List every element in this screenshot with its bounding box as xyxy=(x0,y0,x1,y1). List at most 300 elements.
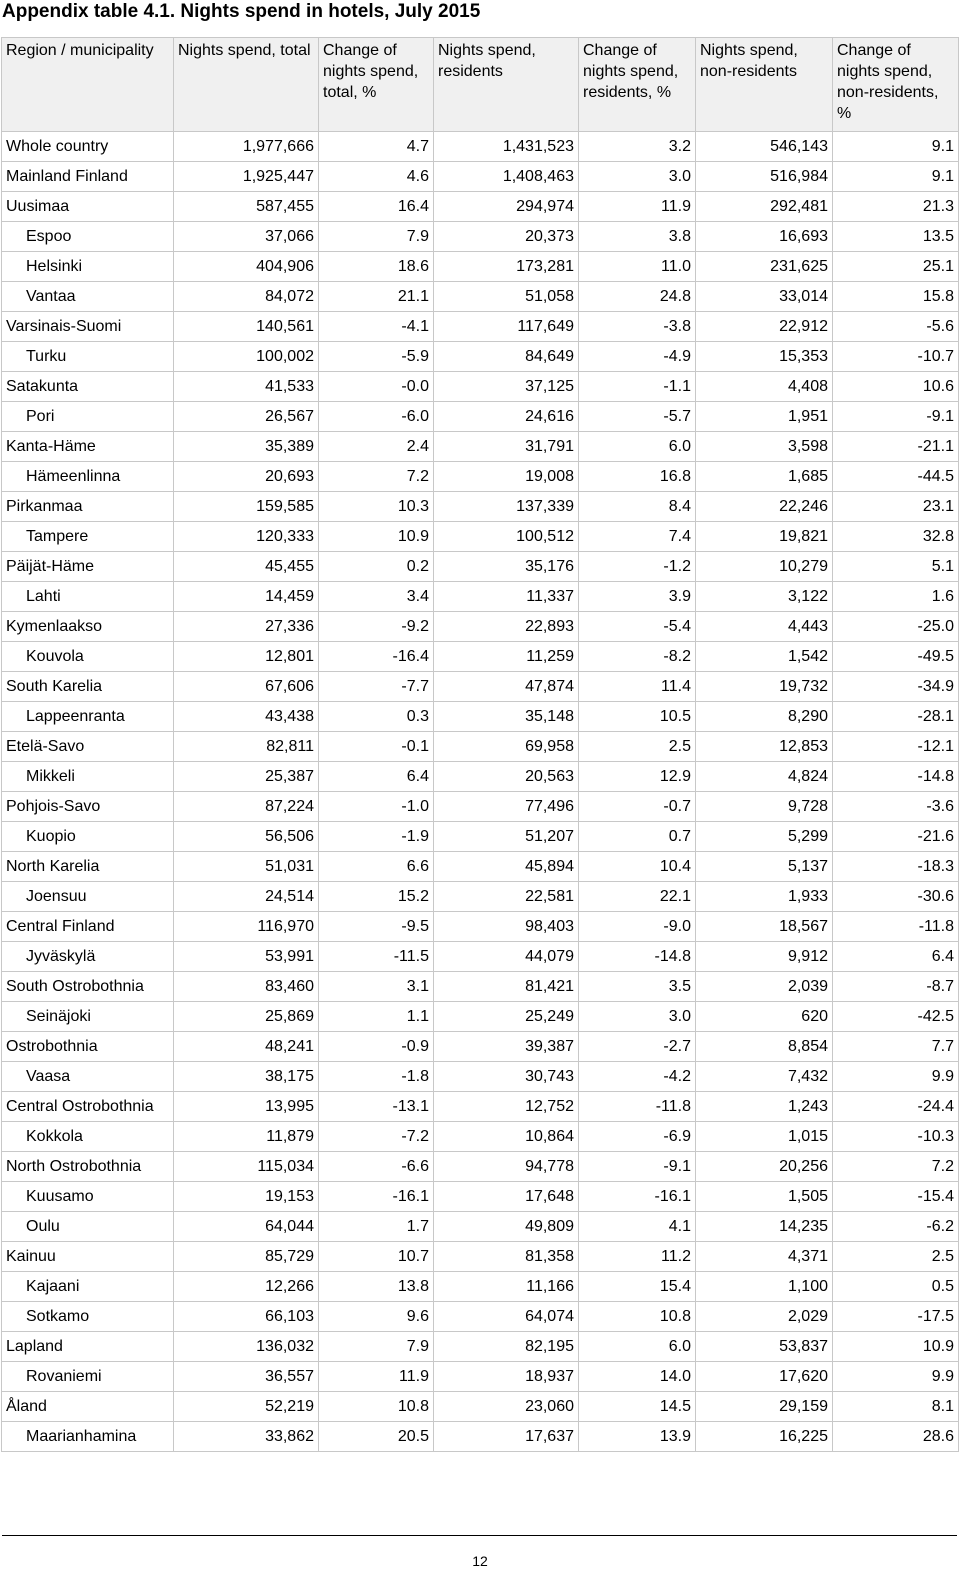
change-residents-cell: 10.5 xyxy=(579,702,696,732)
nights-residents-cell: 19,008 xyxy=(434,462,579,492)
region-cell: Varsinais-Suomi xyxy=(2,312,174,342)
nights-total-cell: 53,991 xyxy=(174,942,319,972)
change-nonresidents-cell: -21.1 xyxy=(833,432,959,462)
nights-total-cell: 25,869 xyxy=(174,1002,319,1032)
table-row xyxy=(2,1152,959,1182)
page-title: Appendix table 4.1. Nights spend in hotels, July 2015 xyxy=(2,1,481,22)
change-nonresidents-cell: -9.1 xyxy=(833,402,959,432)
change-nonresidents-cell: 0.5 xyxy=(833,1272,959,1302)
nights-residents-cell: 82,195 xyxy=(434,1332,579,1362)
change-residents-cell: -16.1 xyxy=(579,1182,696,1212)
nights-residents-cell: 117,649 xyxy=(434,312,579,342)
region-cell: Vantaa xyxy=(2,282,174,312)
change-nonresidents-cell: -10.3 xyxy=(833,1122,959,1152)
change-residents-cell: 11.4 xyxy=(579,672,696,702)
nights-residents-cell: 137,339 xyxy=(434,492,579,522)
change-total-cell: -5.9 xyxy=(319,342,434,372)
region-cell: Hämeenlinna xyxy=(2,462,174,492)
nights-nonresidents-cell: 7,432 xyxy=(696,1062,833,1092)
change-total-cell: 18.6 xyxy=(319,252,434,282)
change-total-cell: 7.9 xyxy=(319,222,434,252)
nights-total-cell: 1,977,666 xyxy=(174,132,319,162)
region-cell: Kajaani xyxy=(2,1272,174,1302)
table-row xyxy=(2,372,959,402)
change-residents-cell: 6.0 xyxy=(579,1332,696,1362)
table-row xyxy=(2,1302,959,1332)
nights-nonresidents-cell: 10,279 xyxy=(696,552,833,582)
nights-total-cell: 56,506 xyxy=(174,822,319,852)
change-residents-cell: -8.2 xyxy=(579,642,696,672)
column-header: Nights spend, non-residents xyxy=(696,38,833,132)
nights-nonresidents-cell: 12,853 xyxy=(696,732,833,762)
nights-nonresidents-cell: 33,014 xyxy=(696,282,833,312)
nights-nonresidents-cell: 22,246 xyxy=(696,492,833,522)
change-nonresidents-cell: -17.5 xyxy=(833,1302,959,1332)
nights-total-cell: 84,072 xyxy=(174,282,319,312)
table-row xyxy=(2,1212,959,1242)
table-row xyxy=(2,1032,959,1062)
nights-total-cell: 24,514 xyxy=(174,882,319,912)
change-residents-cell: -3.8 xyxy=(579,312,696,342)
change-nonresidents-cell: -18.3 xyxy=(833,852,959,882)
change-residents-cell: -9.1 xyxy=(579,1152,696,1182)
table-row xyxy=(2,552,959,582)
nights-total-cell: 11,879 xyxy=(174,1122,319,1152)
table-row xyxy=(2,432,959,462)
change-residents-cell: 0.7 xyxy=(579,822,696,852)
region-cell: Tampere xyxy=(2,522,174,552)
change-total-cell: -6.6 xyxy=(319,1152,434,1182)
nights-total-cell: 51,031 xyxy=(174,852,319,882)
change-total-cell: 15.2 xyxy=(319,882,434,912)
change-nonresidents-cell: -42.5 xyxy=(833,1002,959,1032)
nights-residents-cell: 11,337 xyxy=(434,582,579,612)
nights-nonresidents-cell: 4,371 xyxy=(696,1242,833,1272)
table-row xyxy=(2,942,959,972)
nights-total-cell: 43,438 xyxy=(174,702,319,732)
region-cell: Central Ostrobothnia xyxy=(2,1092,174,1122)
change-nonresidents-cell: -5.6 xyxy=(833,312,959,342)
change-nonresidents-cell: -14.8 xyxy=(833,762,959,792)
region-cell: Lapland xyxy=(2,1332,174,1362)
nights-nonresidents-cell: 546,143 xyxy=(696,132,833,162)
nights-residents-cell: 37,125 xyxy=(434,372,579,402)
nights-residents-cell: 11,259 xyxy=(434,642,579,672)
table-row xyxy=(2,192,959,222)
change-total-cell: -16.1 xyxy=(319,1182,434,1212)
nights-total-cell: 38,175 xyxy=(174,1062,319,1092)
nights-total-cell: 64,044 xyxy=(174,1212,319,1242)
nights-nonresidents-cell: 1,933 xyxy=(696,882,833,912)
nights-nonresidents-cell: 53,837 xyxy=(696,1332,833,1362)
nights-residents-cell: 39,387 xyxy=(434,1032,579,1062)
change-residents-cell: 14.5 xyxy=(579,1392,696,1422)
change-residents-cell: -4.9 xyxy=(579,342,696,372)
table-row xyxy=(2,1242,959,1272)
change-residents-cell: 6.0 xyxy=(579,432,696,462)
nights-residents-cell: 20,373 xyxy=(434,222,579,252)
nights-residents-cell: 94,778 xyxy=(434,1152,579,1182)
change-nonresidents-cell: 28.6 xyxy=(833,1422,959,1452)
change-total-cell: -0.9 xyxy=(319,1032,434,1062)
change-total-cell: 20.5 xyxy=(319,1422,434,1452)
nights-nonresidents-cell: 3,598 xyxy=(696,432,833,462)
change-residents-cell: 11.2 xyxy=(579,1242,696,1272)
nights-total-cell: 66,103 xyxy=(174,1302,319,1332)
table-row xyxy=(2,1182,959,1212)
region-cell: North Karelia xyxy=(2,852,174,882)
change-nonresidents-cell: -10.7 xyxy=(833,342,959,372)
change-nonresidents-cell: 15.8 xyxy=(833,282,959,312)
nights-nonresidents-cell: 20,256 xyxy=(696,1152,833,1182)
nights-total-cell: 82,811 xyxy=(174,732,319,762)
change-nonresidents-cell: -11.8 xyxy=(833,912,959,942)
nights-total-cell: 52,219 xyxy=(174,1392,319,1422)
table-row xyxy=(2,912,959,942)
nights-residents-cell: 25,249 xyxy=(434,1002,579,1032)
change-nonresidents-cell: 21.3 xyxy=(833,192,959,222)
region-cell: Kuopio xyxy=(2,822,174,852)
nights-total-cell: 1,925,447 xyxy=(174,162,319,192)
table-row xyxy=(2,822,959,852)
nights-total-cell: 35,389 xyxy=(174,432,319,462)
change-total-cell: 7.2 xyxy=(319,462,434,492)
change-total-cell: -9.2 xyxy=(319,612,434,642)
table-row xyxy=(2,582,959,612)
table-row xyxy=(2,732,959,762)
nights-total-cell: 25,387 xyxy=(174,762,319,792)
change-residents-cell: -5.7 xyxy=(579,402,696,432)
region-cell: Seinäjoki xyxy=(2,1002,174,1032)
nights-total-cell: 83,460 xyxy=(174,972,319,1002)
change-residents-cell: 8.4 xyxy=(579,492,696,522)
nights-nonresidents-cell: 516,984 xyxy=(696,162,833,192)
table-row xyxy=(2,402,959,432)
table-row xyxy=(2,462,959,492)
change-nonresidents-cell: 7.7 xyxy=(833,1032,959,1062)
nights-total-cell: 27,336 xyxy=(174,612,319,642)
change-nonresidents-cell: -15.4 xyxy=(833,1182,959,1212)
page-number: 12 xyxy=(472,1553,488,1569)
nights-residents-cell: 10,864 xyxy=(434,1122,579,1152)
table-row xyxy=(2,1392,959,1422)
nights-residents-cell: 51,058 xyxy=(434,282,579,312)
region-cell: Helsinki xyxy=(2,252,174,282)
region-cell: Vaasa xyxy=(2,1062,174,1092)
region-cell: Kymenlaakso xyxy=(2,612,174,642)
change-residents-cell: -9.0 xyxy=(579,912,696,942)
nights-nonresidents-cell: 1,100 xyxy=(696,1272,833,1302)
nights-total-cell: 100,002 xyxy=(174,342,319,372)
nights-nonresidents-cell: 4,443 xyxy=(696,612,833,642)
change-nonresidents-cell: 25.1 xyxy=(833,252,959,282)
nights-total-cell: 48,241 xyxy=(174,1032,319,1062)
nights-nonresidents-cell: 292,481 xyxy=(696,192,833,222)
change-total-cell: 10.3 xyxy=(319,492,434,522)
change-residents-cell: 14.0 xyxy=(579,1362,696,1392)
change-nonresidents-cell: -12.1 xyxy=(833,732,959,762)
change-total-cell: -1.8 xyxy=(319,1062,434,1092)
change-residents-cell: 3.5 xyxy=(579,972,696,1002)
nights-residents-cell: 35,148 xyxy=(434,702,579,732)
nights-residents-cell: 12,752 xyxy=(434,1092,579,1122)
change-nonresidents-cell: 10.9 xyxy=(833,1332,959,1362)
table-row xyxy=(2,972,959,1002)
change-residents-cell: 3.2 xyxy=(579,132,696,162)
table-row xyxy=(2,792,959,822)
nights-nonresidents-cell: 9,728 xyxy=(696,792,833,822)
table-row xyxy=(2,1062,959,1092)
nights-residents-cell: 20,563 xyxy=(434,762,579,792)
table-header-row xyxy=(2,38,959,132)
table-row xyxy=(2,1002,959,1032)
region-cell: Mainland Finland xyxy=(2,162,174,192)
nights-total-cell: 14,459 xyxy=(174,582,319,612)
table-row xyxy=(2,492,959,522)
table-row xyxy=(2,852,959,882)
region-cell: Mikkeli xyxy=(2,762,174,792)
nights-total-cell: 45,455 xyxy=(174,552,319,582)
nights-residents-cell: 47,874 xyxy=(434,672,579,702)
change-total-cell: 2.4 xyxy=(319,432,434,462)
nights-residents-cell: 294,974 xyxy=(434,192,579,222)
table-row xyxy=(2,882,959,912)
nights-total-cell: 67,606 xyxy=(174,672,319,702)
change-residents-cell: 16.8 xyxy=(579,462,696,492)
change-nonresidents-cell: -49.5 xyxy=(833,642,959,672)
nights-residents-cell: 22,581 xyxy=(434,882,579,912)
nights-nonresidents-cell: 9,912 xyxy=(696,942,833,972)
nights-nonresidents-cell: 1,243 xyxy=(696,1092,833,1122)
change-residents-cell: 12.9 xyxy=(579,762,696,792)
change-total-cell: 4.7 xyxy=(319,132,434,162)
change-nonresidents-cell: -6.2 xyxy=(833,1212,959,1242)
change-residents-cell: 3.9 xyxy=(579,582,696,612)
nights-residents-cell: 31,791 xyxy=(434,432,579,462)
nights-nonresidents-cell: 4,408 xyxy=(696,372,833,402)
nights-total-cell: 85,729 xyxy=(174,1242,319,1272)
nights-nonresidents-cell: 29,159 xyxy=(696,1392,833,1422)
nights-nonresidents-cell: 14,235 xyxy=(696,1212,833,1242)
table-row xyxy=(2,522,959,552)
region-cell: Rovaniemi xyxy=(2,1362,174,1392)
table-row xyxy=(2,282,959,312)
change-residents-cell: 3.8 xyxy=(579,222,696,252)
nights-nonresidents-cell: 5,299 xyxy=(696,822,833,852)
region-cell: Central Finland xyxy=(2,912,174,942)
nights-residents-cell: 11,166 xyxy=(434,1272,579,1302)
region-cell: Kouvola xyxy=(2,642,174,672)
change-total-cell: 13.8 xyxy=(319,1272,434,1302)
region-cell: Pori xyxy=(2,402,174,432)
nights-total-cell: 19,153 xyxy=(174,1182,319,1212)
change-total-cell: 4.6 xyxy=(319,162,434,192)
region-cell: Joensuu xyxy=(2,882,174,912)
nights-total-cell: 33,862 xyxy=(174,1422,319,1452)
change-nonresidents-cell: 6.4 xyxy=(833,942,959,972)
table-row xyxy=(2,1362,959,1392)
nights-residents-cell: 1,408,463 xyxy=(434,162,579,192)
region-cell: Pohjois-Savo xyxy=(2,792,174,822)
column-header: Region / municipality xyxy=(2,38,174,132)
change-nonresidents-cell: 9.1 xyxy=(833,132,959,162)
nights-nonresidents-cell: 5,137 xyxy=(696,852,833,882)
region-cell: Kokkola xyxy=(2,1122,174,1152)
change-residents-cell: 4.1 xyxy=(579,1212,696,1242)
nights-residents-cell: 35,176 xyxy=(434,552,579,582)
change-residents-cell: 2.5 xyxy=(579,732,696,762)
nights-nonresidents-cell: 22,912 xyxy=(696,312,833,342)
table-row xyxy=(2,312,959,342)
region-cell: Uusimaa xyxy=(2,192,174,222)
region-cell: Satakunta xyxy=(2,372,174,402)
change-total-cell: -0.1 xyxy=(319,732,434,762)
change-total-cell: -0.0 xyxy=(319,372,434,402)
nights-nonresidents-cell: 1,015 xyxy=(696,1122,833,1152)
nights-total-cell: 41,533 xyxy=(174,372,319,402)
nights-total-cell: 20,693 xyxy=(174,462,319,492)
nights-total-cell: 115,034 xyxy=(174,1152,319,1182)
table-row xyxy=(2,222,959,252)
nights-total-cell: 26,567 xyxy=(174,402,319,432)
change-residents-cell: 13.9 xyxy=(579,1422,696,1452)
nights-nonresidents-cell: 19,732 xyxy=(696,672,833,702)
region-cell: Pirkanmaa xyxy=(2,492,174,522)
change-nonresidents-cell: -34.9 xyxy=(833,672,959,702)
change-total-cell: 0.3 xyxy=(319,702,434,732)
nights-residents-cell: 173,281 xyxy=(434,252,579,282)
column-header: Change of nights spend, residents, % xyxy=(579,38,696,132)
change-nonresidents-cell: 5.1 xyxy=(833,552,959,582)
change-nonresidents-cell: 13.5 xyxy=(833,222,959,252)
nights-total-cell: 36,557 xyxy=(174,1362,319,1392)
nights-residents-cell: 98,403 xyxy=(434,912,579,942)
table-row xyxy=(2,1422,959,1452)
region-cell: Åland xyxy=(2,1392,174,1422)
nights-residents-cell: 45,894 xyxy=(434,852,579,882)
nights-residents-cell: 1,431,523 xyxy=(434,132,579,162)
column-header: Change of nights spend, total, % xyxy=(319,38,434,132)
change-nonresidents-cell: 7.2 xyxy=(833,1152,959,1182)
change-total-cell: 9.6 xyxy=(319,1302,434,1332)
region-cell: Turku xyxy=(2,342,174,372)
table-row xyxy=(2,612,959,642)
nights-total-cell: 159,585 xyxy=(174,492,319,522)
nights-nonresidents-cell: 1,505 xyxy=(696,1182,833,1212)
region-cell: Etelä-Savo xyxy=(2,732,174,762)
change-total-cell: 10.8 xyxy=(319,1392,434,1422)
nights-nonresidents-cell: 1,951 xyxy=(696,402,833,432)
change-nonresidents-cell: 1.6 xyxy=(833,582,959,612)
nights-nonresidents-cell: 19,821 xyxy=(696,522,833,552)
column-header: Nights spend, total xyxy=(174,38,319,132)
change-total-cell: 0.2 xyxy=(319,552,434,582)
change-total-cell: 1.1 xyxy=(319,1002,434,1032)
region-cell: South Ostrobothnia xyxy=(2,972,174,1002)
change-total-cell: 10.9 xyxy=(319,522,434,552)
nights-residents-cell: 17,637 xyxy=(434,1422,579,1452)
change-residents-cell: -14.8 xyxy=(579,942,696,972)
nights-total-cell: 37,066 xyxy=(174,222,319,252)
column-header: Nights spend, residents xyxy=(434,38,579,132)
change-nonresidents-cell: 32.8 xyxy=(833,522,959,552)
nights-total-cell: 87,224 xyxy=(174,792,319,822)
nights-nonresidents-cell: 16,225 xyxy=(696,1422,833,1452)
change-residents-cell: 10.4 xyxy=(579,852,696,882)
table-body xyxy=(2,132,959,1452)
change-total-cell: -11.5 xyxy=(319,942,434,972)
nights-total-cell: 404,906 xyxy=(174,252,319,282)
change-nonresidents-cell: 23.1 xyxy=(833,492,959,522)
nights-residents-cell: 49,809 xyxy=(434,1212,579,1242)
region-cell: Ostrobothnia xyxy=(2,1032,174,1062)
nights-residents-cell: 81,421 xyxy=(434,972,579,1002)
change-residents-cell: 15.4 xyxy=(579,1272,696,1302)
change-nonresidents-cell: 9.9 xyxy=(833,1362,959,1392)
change-residents-cell: 11.9 xyxy=(579,192,696,222)
nights-nonresidents-cell: 8,290 xyxy=(696,702,833,732)
region-cell: Whole country xyxy=(2,132,174,162)
change-nonresidents-cell: -28.1 xyxy=(833,702,959,732)
change-nonresidents-cell: -44.5 xyxy=(833,462,959,492)
nights-nonresidents-cell: 2,029 xyxy=(696,1302,833,1332)
region-cell: Maarianhamina xyxy=(2,1422,174,1452)
table-row xyxy=(2,252,959,282)
change-nonresidents-cell: 9.9 xyxy=(833,1062,959,1092)
change-total-cell: 6.6 xyxy=(319,852,434,882)
change-total-cell: -4.1 xyxy=(319,312,434,342)
change-total-cell: -7.2 xyxy=(319,1122,434,1152)
change-residents-cell: -1.2 xyxy=(579,552,696,582)
nights-total-cell: 116,970 xyxy=(174,912,319,942)
nights-total-cell: 587,455 xyxy=(174,192,319,222)
nights-residents-cell: 24,616 xyxy=(434,402,579,432)
region-cell: Lahti xyxy=(2,582,174,612)
nights-residents-cell: 69,958 xyxy=(434,732,579,762)
change-residents-cell: 3.0 xyxy=(579,162,696,192)
nights-residents-cell: 51,207 xyxy=(434,822,579,852)
change-residents-cell: -1.1 xyxy=(579,372,696,402)
change-residents-cell: -2.7 xyxy=(579,1032,696,1062)
nights-residents-cell: 18,937 xyxy=(434,1362,579,1392)
nights-nonresidents-cell: 15,353 xyxy=(696,342,833,372)
nights-residents-cell: 84,649 xyxy=(434,342,579,372)
nights-residents-cell: 22,893 xyxy=(434,612,579,642)
change-residents-cell: 11.0 xyxy=(579,252,696,282)
change-total-cell: 21.1 xyxy=(319,282,434,312)
nights-nonresidents-cell: 17,620 xyxy=(696,1362,833,1392)
table-row xyxy=(2,672,959,702)
change-total-cell: 7.9 xyxy=(319,1332,434,1362)
region-cell: North Ostrobothnia xyxy=(2,1152,174,1182)
nights-nonresidents-cell: 1,542 xyxy=(696,642,833,672)
change-total-cell: 3.4 xyxy=(319,582,434,612)
nights-nonresidents-cell: 8,854 xyxy=(696,1032,833,1062)
change-residents-cell: -11.8 xyxy=(579,1092,696,1122)
column-header: Change of nights spend, non-residents, % xyxy=(833,38,959,132)
change-nonresidents-cell: 10.6 xyxy=(833,372,959,402)
nights-nonresidents-cell: 2,039 xyxy=(696,972,833,1002)
change-nonresidents-cell: -21.6 xyxy=(833,822,959,852)
change-total-cell: -7.7 xyxy=(319,672,434,702)
nights-residents-cell: 100,512 xyxy=(434,522,579,552)
nights-residents-cell: 23,060 xyxy=(434,1392,579,1422)
change-nonresidents-cell: -24.4 xyxy=(833,1092,959,1122)
region-cell: Kuusamo xyxy=(2,1182,174,1212)
change-nonresidents-cell: -8.7 xyxy=(833,972,959,1002)
change-total-cell: -1.0 xyxy=(319,792,434,822)
change-total-cell: -6.0 xyxy=(319,402,434,432)
